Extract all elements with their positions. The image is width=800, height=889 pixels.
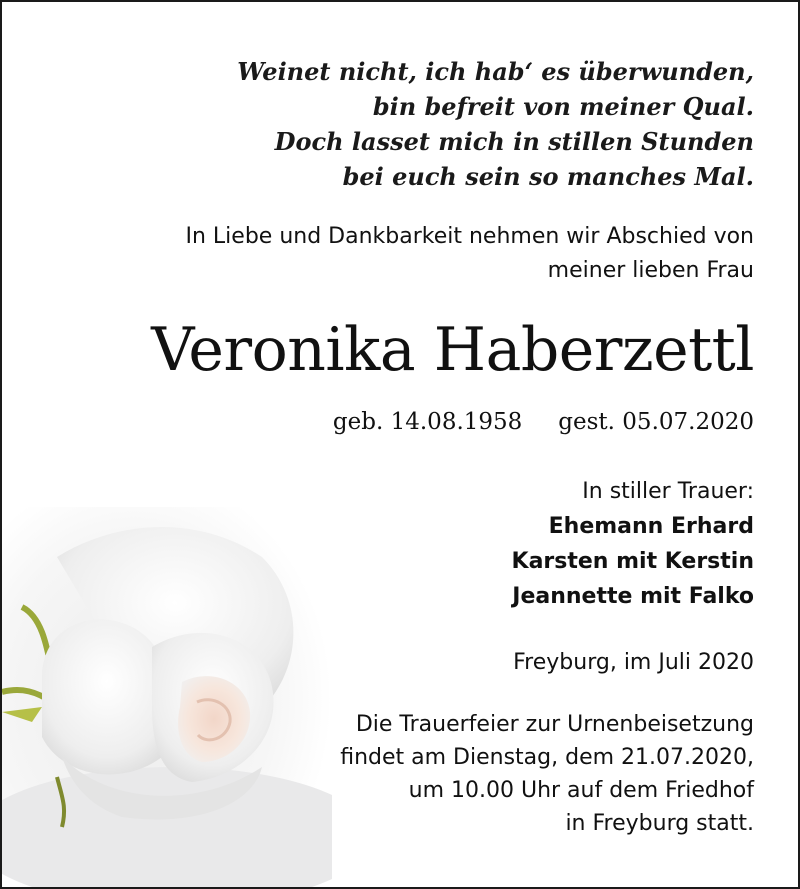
birth-date: geb. 14.08.1958 xyxy=(332,409,523,435)
service-line: Die Trauerfeier zur Urnenbeisetzung xyxy=(355,712,754,737)
intro-line: meiner lieben Frau xyxy=(547,258,754,283)
service-line: um 10.00 Uhr auf dem Friedhof xyxy=(408,778,754,803)
service-line: in Freyburg statt. xyxy=(565,811,754,836)
poem xyxy=(237,54,754,194)
poem-line: Doch lasset mich in stillen Stunden xyxy=(274,127,754,156)
mourners-heading: In stiller Trauer: xyxy=(582,479,754,504)
death-date: gest. 05.07.2020 xyxy=(558,409,754,435)
place-date: Freyburg, im Juli 2020 xyxy=(513,650,754,675)
service-line: findet am Dienstag, dem 21.07.2020, xyxy=(340,745,754,770)
poem-line: bin befreit von meiner Qual. xyxy=(372,92,754,121)
rose-illustration xyxy=(2,507,332,889)
mourner-name: Jeannette mit Falko xyxy=(512,584,754,609)
poem-line: bei euch sein so manches Mal. xyxy=(342,162,754,191)
life-dates xyxy=(333,404,754,440)
service-info xyxy=(340,708,754,840)
mourner-name: Karsten mit Kerstin xyxy=(511,549,754,574)
mourners-block xyxy=(512,474,754,614)
intro-line: In Liebe und Dankbarkeit nehmen wir Abschied von xyxy=(185,224,754,249)
deceased-name: Veronika Haberzettl xyxy=(151,315,754,385)
mourner-name: Ehemann Erhard xyxy=(548,514,754,539)
poem-line: Weinet nicht, ich hab‘ es überwunden, xyxy=(237,57,754,86)
intro-text xyxy=(186,220,755,288)
